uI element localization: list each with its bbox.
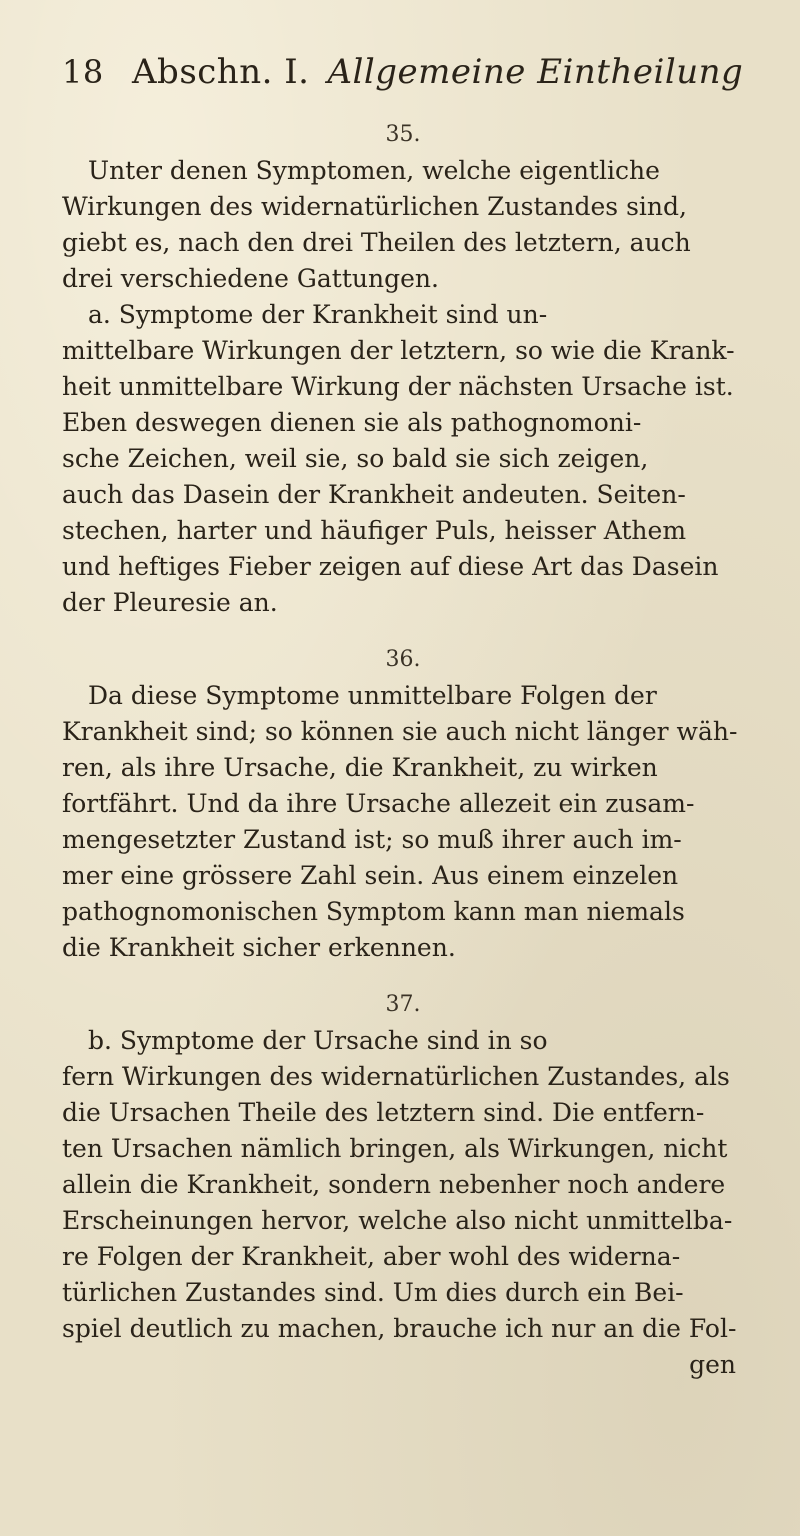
page-number: 18 bbox=[62, 53, 104, 91]
chapter-reference: Abschn. I. bbox=[132, 52, 310, 92]
text-line: ten Ursachen nämlich bringen, als Wirkungen, nicht bbox=[62, 1134, 728, 1163]
text-line: mittelbare Wirkungen der letztern, so wie die Krank- bbox=[62, 336, 735, 365]
text-line: a. Symptome der Krankheit sind un- bbox=[88, 300, 548, 329]
text-line: spiel deutlich zu machen, brauche ich nur an die Fol- bbox=[62, 1314, 737, 1343]
running-title: Allgemeine Eintheilung bbox=[327, 52, 744, 92]
text-line: Eben deswegen dienen sie als pathognomoni- bbox=[62, 408, 642, 437]
text-line: heit unmittelbare Wirkung der nächsten Ursache ist. bbox=[62, 372, 734, 401]
text-line: fortfährt. Und da ihre Ursache allezeit ein zusam- bbox=[62, 789, 695, 818]
text-line: Wirkungen des widernatürlichen Zustandes sind, bbox=[62, 192, 687, 221]
text-line: drei verschiedene Gattungen. bbox=[62, 264, 439, 293]
text-line: fern Wirkungen des widernatürlichen Zustandes, als bbox=[62, 1062, 730, 1091]
section-37-text bbox=[62, 1023, 744, 1347]
text-line: Unter denen Symptomen, welche eigentliche bbox=[88, 156, 660, 185]
text-line: ren, als ihre Ursache, die Krankheit, zu wirken bbox=[62, 753, 658, 782]
text-line: pathognomonischen Symptom kann man niemals bbox=[62, 897, 685, 926]
running-head bbox=[62, 52, 744, 108]
text-line: mer eine grössere Zahl sein. Aus einem einzelen bbox=[62, 861, 679, 890]
text-line: mengesetzter Zustand ist; so muß ihrer auch im- bbox=[62, 825, 682, 854]
text-line: b. Symptome der Ursache sind in so bbox=[88, 1026, 548, 1055]
section-35-text bbox=[62, 153, 744, 621]
section-number-37: 37. bbox=[385, 992, 421, 1017]
text-line: türlichen Zustandes sind. Um dies durch ein Bei- bbox=[62, 1278, 684, 1307]
text-line: Erscheinungen hervor, welche also nicht unmittelba- bbox=[62, 1206, 733, 1235]
text-line: die Ursachen Theile des letztern sind. Die entfern- bbox=[62, 1098, 705, 1127]
section-number-35: 35. bbox=[385, 122, 421, 147]
section-36-text bbox=[62, 678, 744, 966]
catchword: gen bbox=[689, 1350, 736, 1379]
text-line: giebt es, nach den drei Theilen des letztern, auch bbox=[62, 228, 691, 257]
text-line: re Folgen der Krankheit, aber wohl des widerna- bbox=[62, 1242, 681, 1271]
text-line: der Pleuresie an. bbox=[62, 588, 278, 617]
section-number-36: 36. bbox=[385, 647, 421, 672]
text-line: Da diese Symptome unmittelbare Folgen der bbox=[88, 681, 657, 710]
text-line: Krankheit sind; so können sie auch nicht länger wäh- bbox=[62, 717, 738, 746]
text-line: allein die Krankheit, sondern nebenher noch andere bbox=[62, 1170, 726, 1199]
text-line: auch das Dasein der Krankheit andeuten. Seiten- bbox=[62, 480, 686, 509]
text-line: stechen, harter und häufiger Puls, heisser Athem bbox=[62, 516, 687, 545]
text-line: sche Zeichen, weil sie, so bald sie sich zeigen, bbox=[62, 444, 649, 473]
text-line: die Krankheit sicher erkennen. bbox=[62, 933, 456, 962]
text-line: und heftiges Fieber zeigen auf diese Art das Dasein bbox=[62, 552, 719, 581]
